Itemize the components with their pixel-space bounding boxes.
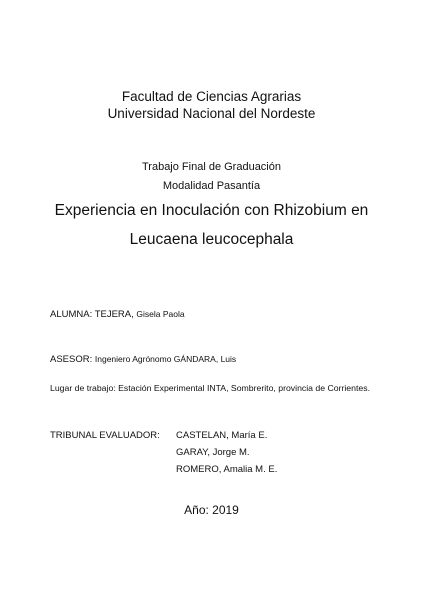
work-modality: Modalidad Pasantía [162, 180, 261, 192]
workplace-text: Lugar de trabajo: Estación Experimental INTA, Sombrerito, provincia de Corrientes. [50, 383, 370, 393]
thesis-title-line-2: Leucaena leucocephala [129, 231, 294, 248]
document-year: Año: 2019 [184, 503, 239, 517]
tribunal-member: GARAY, Jorge M. [176, 447, 250, 458]
advisor-row [50, 353, 236, 366]
university-name: Universidad Nacional del Nordeste [107, 106, 316, 121]
student-label: ALUMNA: [50, 309, 93, 320]
work-type: Trabajo Final de Graduación [141, 161, 281, 173]
student-row [50, 308, 185, 321]
advisor-label: ASESOR: [50, 354, 93, 365]
student-given-names: Gisela Paola [136, 309, 185, 319]
faculty-name: Facultad de Ciencias Agrarias [121, 89, 302, 104]
tribunal-member: ROMERO, Amalia M. E. [176, 464, 278, 475]
advisor-name: Ingeniero Agrónomo GÁNDARA, Luis [94, 354, 237, 364]
tribunal-label: TRIBUNAL EVALUADOR: [50, 430, 160, 441]
thesis-title-line-1: Experiencia en Inoculación con Rhizobium en [54, 202, 369, 219]
tribunal-member: CASTELAN, María E. [176, 430, 268, 441]
student-surname: TEJERA, [94, 309, 134, 320]
